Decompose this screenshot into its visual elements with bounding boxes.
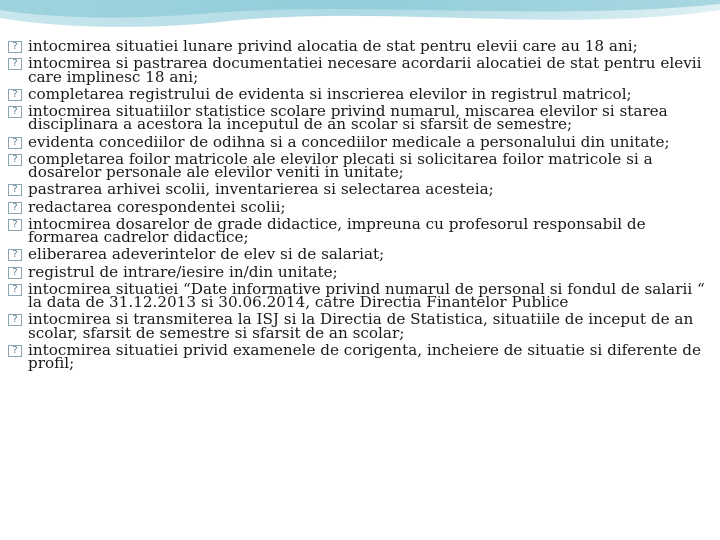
list-item: ? intocmirea situatiei privid examenele de corigenta, incheiere de situatie si diferente de profil; — [8, 344, 714, 371]
bullet-icon: ? — [8, 267, 22, 279]
bullet-list — [8, 37, 714, 375]
bullet-icon: ? — [8, 219, 22, 231]
list-item: ? intocmirea si pastrarea documentatiei necesare acordarii alocatiei de stat pentru elevii care implinesc 18 ani; — [8, 57, 714, 84]
bullet-icon: ? — [8, 58, 22, 70]
list-item: ? intocmirea si transmiterea la ISJ si la Directia de Statistica, situatiile de inceput de an scolar, sfarsit de semestre si sfarsit de an scolar; — [8, 313, 714, 340]
bullet-icon: ? — [8, 314, 22, 326]
list-item: ? intocmirea dosarelor de grade didactice, impreuna cu profesorul responsabil de formarea cadrelor didactice; — [8, 218, 714, 245]
list-item: ? intocmirea situatiei “Date informative privind numarul de personal si fondul de salarii “ la data de 31.12.2013 si 30.06.2014, catre Directia Finantelor Publice — [8, 283, 714, 310]
decorative-header-wave — [0, 0, 720, 40]
list-item: ? eliberarea adeverintelor de elev si de salariat; — [8, 248, 714, 261]
bullet-icon: ? — [8, 184, 22, 196]
list-item: ? intocmirea situatiilor statistice scolare privind numarul, miscarea elevilor si starea disciplinara a acestora la inceputul de an scolar si sfarsit de semestre; — [8, 105, 714, 132]
bullet-icon: ? — [8, 89, 22, 101]
bullet-icon: ? — [8, 41, 22, 53]
bullet-icon: ? — [8, 249, 22, 261]
bullet-icon: ? — [8, 154, 22, 166]
bullet-icon: ? — [8, 345, 22, 357]
list-item: ? evidenta concediilor de odihna si a concediilor medicale a personalului din unitate; — [8, 136, 714, 149]
list-item: ? completarea foilor matricole ale elevilor plecati si solicitarea foilor matricole si a dosarelor personale ale elevilor veniti in unitate; — [8, 153, 714, 180]
list-item: ? redactarea corespondentei scolii; — [8, 201, 714, 214]
bullet-icon: ? — [8, 202, 22, 214]
list-item: ? pastrarea arhivei scolii, inventarierea si selectarea acesteia; — [8, 183, 714, 196]
list-item: ? registrul de intrare/iesire in/din unitate; — [8, 266, 714, 279]
list-item: ? completarea registrului de evidenta si inscrierea elevilor in registrul matricol; — [8, 88, 714, 101]
list-item: ? intocmirea situatiei lunare privind alocatia de stat pentru elevii care au 18 ani; — [8, 40, 714, 53]
bullet-icon: ? — [8, 284, 22, 296]
bullet-icon: ? — [8, 106, 22, 118]
bullet-icon: ? — [8, 137, 22, 149]
